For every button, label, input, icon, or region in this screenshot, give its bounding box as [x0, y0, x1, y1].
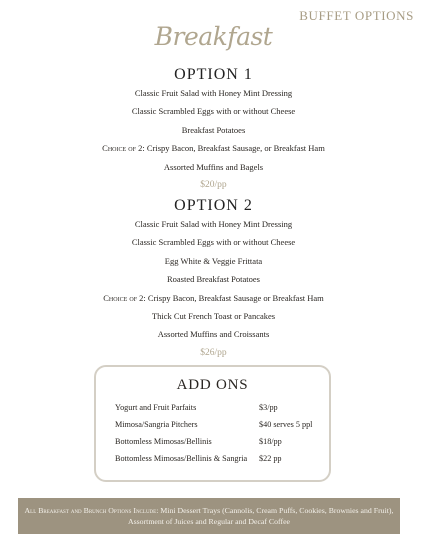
add-on-row: [115, 454, 325, 464]
option-1-section: [0, 66, 427, 190]
footer-text: Mini Dessert Trays (Cannolis, Cream Puffs, Cookies, Brownies and Fruit), Assortment of Juices and Regular and Decaf Coffee: [127, 506, 394, 526]
footer-includes-band: [18, 498, 400, 534]
option-1-choice-item: [0, 143, 427, 153]
add-on-row: [115, 437, 325, 447]
option-2-title: OPTION 2: [174, 197, 253, 214]
add-on-price: $22 pp: [259, 454, 282, 463]
choice-lead: Choice of 2:: [102, 143, 145, 154]
option-1-price: $20/pp: [200, 179, 227, 190]
add-on-price: $3/pp: [259, 403, 278, 412]
option-1-item: Breakfast Potatoes: [181, 124, 246, 135]
option-2-item: Thick Cut French Toast or Pancakes: [151, 310, 276, 321]
add-ons-list: [115, 403, 325, 471]
add-ons-box: [94, 365, 331, 482]
option-1-item: Assorted Muffins and Bagels: [163, 161, 264, 172]
add-on-price: $18/pp: [259, 437, 282, 446]
option-2-item: Classic Scrambled Eggs with or without Cheese: [131, 237, 296, 248]
option-2-item: Classic Fruit Salad with Honey Mint Dressing: [134, 219, 293, 229]
add-on-name: Bottomless Mimosas/Bellinis: [115, 437, 212, 446]
add-on-row: [115, 403, 325, 413]
breakfast-script-title: Breakfast: [154, 22, 273, 51]
choice-lead: Choice of 2:: [103, 292, 146, 303]
option-2-item: Roasted Breakfast Potatoes: [166, 274, 260, 285]
option-1-title: OPTION 1: [174, 66, 253, 83]
add-on-name: Bottomless Mimosas/Bellinis & Sangria: [115, 454, 248, 463]
option-2-section: [0, 197, 427, 358]
option-2-price: $26/pp: [200, 347, 227, 358]
add-ons-title: ADD ONS: [176, 377, 249, 393]
option-1-item: Classic Scrambled Eggs with or without Cheese: [131, 106, 296, 117]
option-2-choice-item: [0, 293, 427, 303]
option-2-item: Egg White & Veggie Frittata: [164, 255, 263, 266]
option-2-item: Assorted Muffins and Croissants: [157, 329, 270, 340]
buffet-options-tag: BUFFET OPTIONS: [299, 8, 414, 23]
choice-text: Crispy Bacon, Breakfast Sausage or Breakfast Ham: [145, 292, 324, 303]
add-on-price: $40 serves 5 ppl: [259, 420, 313, 429]
add-on-name: Yogurt and Fruit Parfaits: [115, 403, 197, 412]
add-on-row: [115, 420, 325, 430]
option-1-item: Classic Fruit Salad with Honey Mint Dressing: [134, 88, 293, 98]
footer-lead: All Breakfast and Brunch Options Include:: [24, 506, 159, 515]
add-on-name: Mimosa/Sangria Pitchers: [115, 420, 198, 429]
choice-text: Crispy Bacon, Breakfast Sausage, or Breakfast Ham: [144, 143, 325, 154]
